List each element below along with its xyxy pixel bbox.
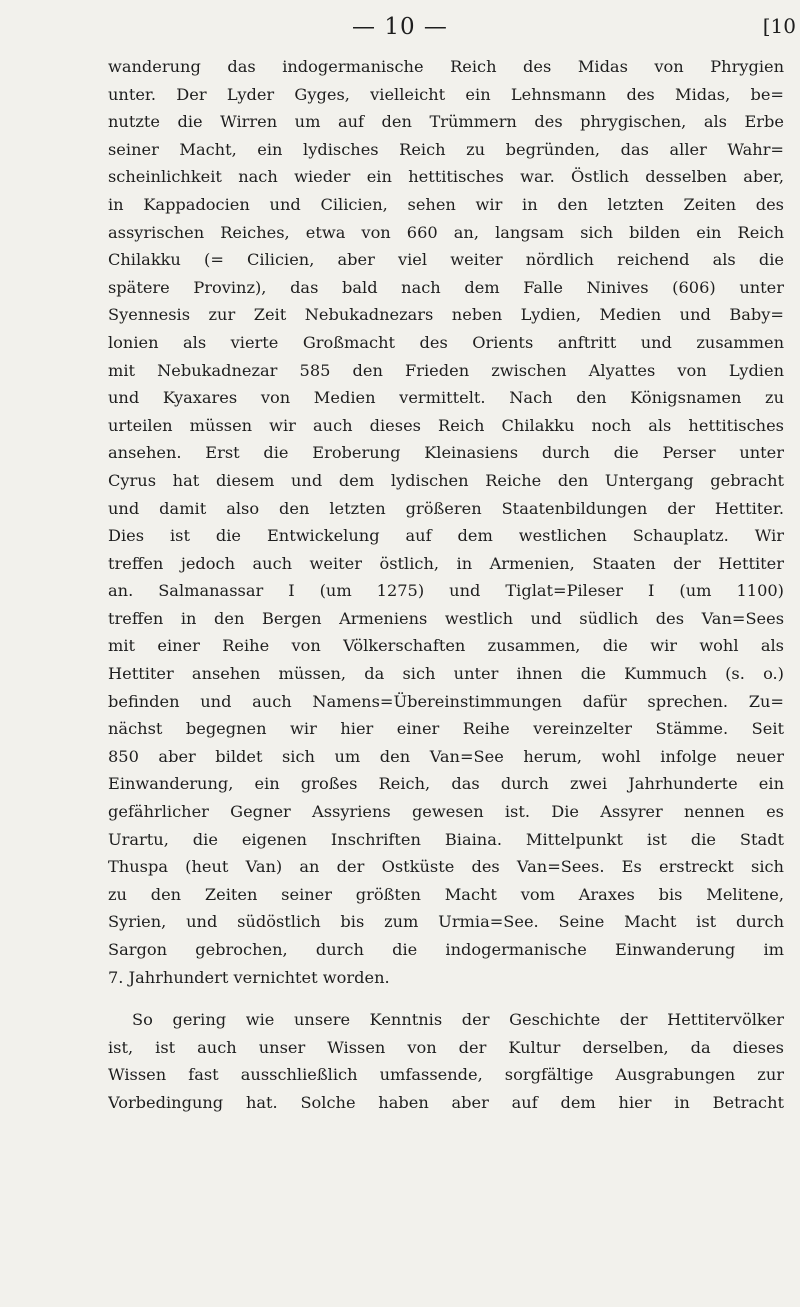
- text-line: nächst begegnen wir hier einer Reihe vereinzelter Stämme. Seit: [108, 719, 784, 739]
- text-line: wanderung das indogermanische Reich des Midas von Phrygien: [108, 57, 784, 76]
- text-line: spätere Provinz), das bald nach dem Falle Ninives (606) unter: [108, 277, 784, 297]
- paragraph-1: [108, 53, 784, 991]
- text-line: treffen in den Bergen Armeniens westlich und südlich des Van=Sees: [108, 608, 784, 628]
- text-line: seiner Macht, ein lydisches Reich zu begründen, das aller Wahr=: [108, 139, 784, 159]
- text-line: in Kappadocien und Cilicien, sehen wir in den letzten Zeiten des: [108, 194, 784, 214]
- text-line: unter. Der Lyder Gyges, vielleicht ein Lehnsmann des Midas, be=: [108, 84, 784, 104]
- text-line: urteilen müssen wir auch dieses Reich Chilakku noch als hettitisches: [108, 415, 784, 435]
- text-line: Thuspa (heut Van) an der Ostküste des Van=Sees. Es erstreckt sich: [108, 857, 784, 877]
- text-line: gefährlicher Gegner Assyriens gewesen ist. Die Assyrer nennen es: [108, 802, 784, 822]
- text-line: treffen jedoch auch weiter östlich, in Armenien, Staaten der Hettiter: [108, 553, 784, 573]
- text-line: nutzte die Wirren um auf den Trümmern des phrygischen, als Erbe: [108, 112, 784, 132]
- text-line: Einwanderung, ein großes Reich, das durch zwei Jahrhunderte ein: [108, 774, 784, 794]
- text-line: lonien als vierte Großmacht des Orients anftritt und zusammen: [108, 332, 784, 352]
- text-line: scheinlichkeit nach wieder ein hettitisches war. Östlich desselben aber,: [108, 167, 784, 187]
- text-line: ansehen. Erst die Eroberung Kleinasiens durch die Perser unter: [108, 443, 784, 463]
- text-line: So gering wie unsere Kenntnis der Geschichte der Hettitervölker: [132, 1010, 784, 1030]
- section-mark: [10: [762, 14, 796, 38]
- text-line: Vorbedingung hat. Solche haben aber auf dem hier in Betracht: [108, 1092, 784, 1112]
- text-line: Syennesis zur Zeit Nebukadnezars neben Lydien, Medien und Baby=: [108, 305, 784, 325]
- text-line: Hettiter ansehen müssen, da sich unter ihnen die Kummuch (s. o.): [108, 664, 784, 684]
- text-line: Chilakku (= Cilicien, aber viel weiter nördlich reichend als die: [108, 250, 784, 270]
- text-line: Wissen fast ausschließlich umfassende, sorgfältige Ausgrabungen zur: [108, 1065, 784, 1085]
- text-line: assyrischen Reiches, etwa von 660 an, langsam sich bilden ein Reich: [108, 222, 784, 242]
- text-line: 850 aber bildet sich um den Van=See herum, wohl infolge neuer: [108, 746, 784, 766]
- text-line: an. Salmanassar I (um 1275) und Tiglat=Pileser I (um 1100): [108, 581, 784, 601]
- text-line: 7. Jahrhundert vernichtet worden.: [108, 967, 390, 987]
- text-line: zu den Zeiten seiner größten Macht vom Araxes bis Melitene,: [108, 884, 784, 904]
- page-number: — 10 —: [352, 14, 448, 40]
- text-line: und damit also den letzten größeren Staatenbildungen der Hettiter.: [108, 498, 784, 518]
- text-line: Dies ist die Entwickelung auf dem westlichen Schauplatz. Wir: [108, 526, 784, 546]
- text-line: ist, ist auch unser Wissen von der Kultur derselben, da dieses: [108, 1037, 784, 1057]
- paragraph-gap: [108, 991, 784, 1006]
- text-line: mit Nebukadnezar 585 den Frieden zwischen Alyattes von Lydien: [108, 360, 784, 380]
- text-line: Urartu, die eigenen Inschriften Biaina. Mittelpunkt ist die Stadt: [108, 829, 784, 849]
- text-line: Cyrus hat diesem und dem lydischen Reiche den Untergang gebracht: [108, 470, 784, 490]
- page-header: [110, 14, 800, 54]
- text-line: befinden und auch Namens=Übereinstimmungen dafür sprechen. Zu=: [108, 691, 784, 711]
- body-text: [108, 53, 784, 1117]
- text-line: und Kyaxares von Medien vermittelt. Nach den Königsnamen zu: [108, 388, 784, 408]
- paragraph-2: [108, 1006, 784, 1116]
- text-line: mit einer Reihe von Völkerschaften zusammen, die wir wohl als: [108, 636, 784, 656]
- text-line: Sargon gebrochen, durch die indogermanische Einwanderung im: [108, 940, 784, 959]
- text-line: Syrien, und südöstlich bis zum Urmia=See. Seine Macht ist durch: [108, 912, 784, 932]
